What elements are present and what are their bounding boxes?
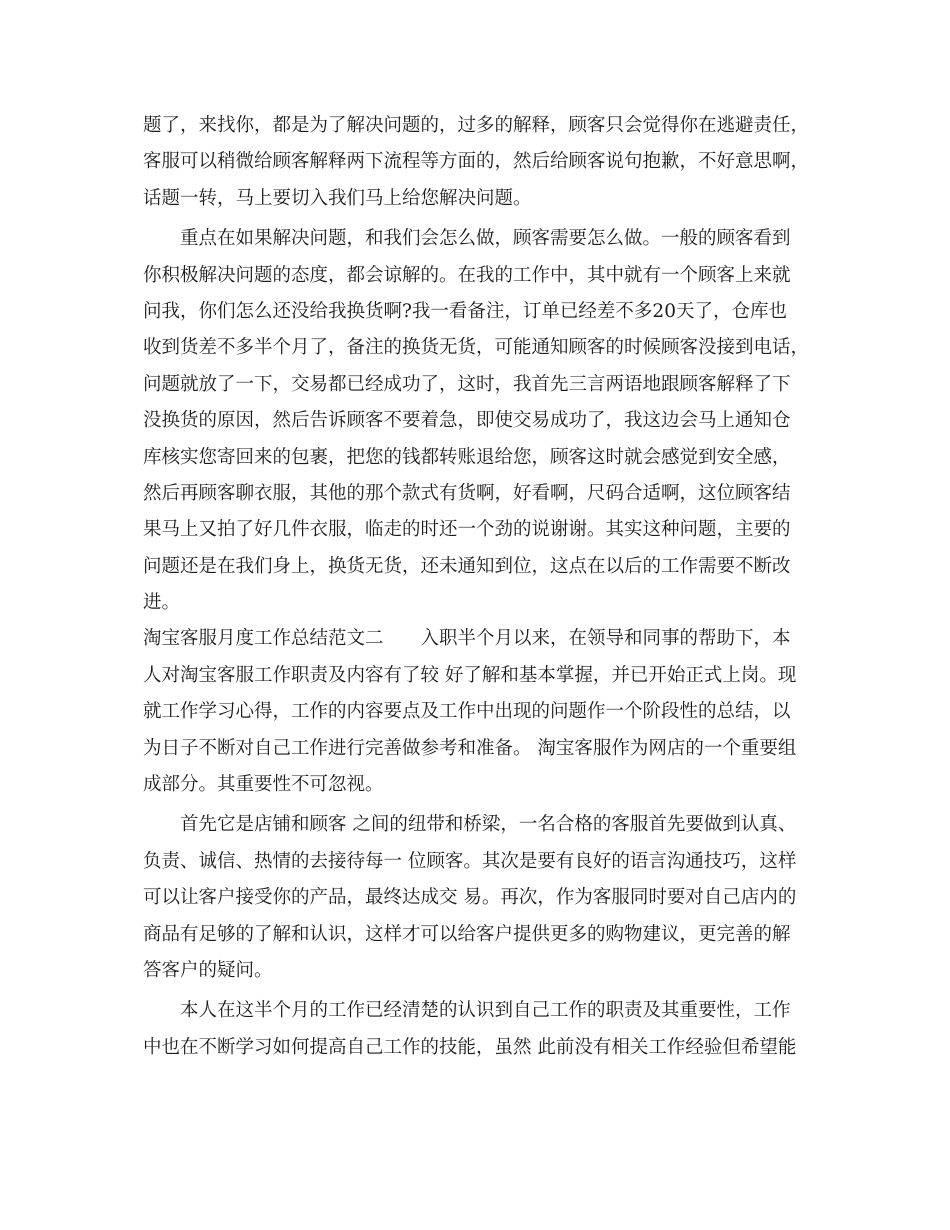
text-line: 可以让客户接受你的产品，最终达成交 易。再次，作为客服同时要对自己店内的 bbox=[143, 887, 797, 909]
text-line: 答客户的疑问。 bbox=[143, 959, 273, 981]
text-line: 收到货差不多半个月了，备注的换货无货，可能通知顾客的时候顾客没接到电话， bbox=[143, 337, 810, 359]
text-line: 为日子不断对自己工作进行完善做参考和准备。 淘宝客服作为网店的一个重要组 bbox=[143, 737, 797, 759]
text-line: 负责、诚信、热情的去接待每一 位顾客。其次是要有良好的语言沟通技巧，这样 bbox=[143, 850, 797, 872]
text-line: 然后再顾客聊衣服，其他的那个款式有货啊，好看啊，尺码合适啊，这位顾客结 bbox=[143, 482, 791, 504]
text-line: 客服可以稍微给顾客解释两下流程等方面的，然后给顾客说句抱歉，不好意思啊， bbox=[143, 151, 810, 173]
paragraph-3 bbox=[143, 807, 807, 989]
text-line: 人对淘宝客服工作职责及内容有了较 好了解和基本掌握，并已开始正式上岗。现 bbox=[143, 664, 797, 686]
text-line: 没换货的原因，然后告诉顾客不要着急，即使交易成功了，我这边会马上通知仓 bbox=[143, 410, 791, 432]
text-line: 重点在如果解决问题，和我们会怎么做，顾客需要怎么做。一般的顾客看到 bbox=[143, 228, 791, 250]
section-heading-line: 淘宝客服月度工作总结范文二 入职半个月以来，在领导和同事的帮助下，本 bbox=[143, 628, 791, 650]
text-line: 成部分。其重要性不可忽视。 bbox=[143, 774, 384, 796]
text-line: 果马上又拍了好几件衣服，临走的时还一个劲的说谢谢。其实这种问题，主要的 bbox=[143, 519, 791, 541]
text-line: 就工作学习心得，工作的内容要点及工作中出现的问题作一个阶段性的总结，以 bbox=[143, 701, 791, 723]
paragraph-2 bbox=[143, 221, 810, 803]
paragraph-4 bbox=[143, 993, 807, 1066]
text-line: 库核实您寄回来的包裹，把您的钱都转账退给您，顾客这时就会感觉到安全感， bbox=[143, 446, 791, 468]
text-line: 本人在这半个月的工作已经清楚的认识到自己工作的职责及其重要性，工作 bbox=[143, 1000, 791, 1022]
text-line: 问题还是在我们身上，换货无货，还未通知到位，这点在以后的工作需要不断改 bbox=[143, 555, 791, 577]
text-line: 中也在不断学习如何提高自己工作的技能，虽然 此前没有相关工作经验但希望能 bbox=[143, 1036, 797, 1058]
text-line: 话题一转，马上要切入我们马上给您解决问题。 bbox=[143, 187, 532, 209]
text-line: 问我，你们怎么还没给我换货啊?我一看备注，订单已经差不多20天了，仓库也 bbox=[143, 300, 787, 322]
text-line: 你积极解决问题的态度，都会谅解的。在我的工作中，其中就有一个顾客上来就 bbox=[143, 264, 791, 286]
text-line: 首先它是店铺和顾客 之间的纽带和桥梁，一名合格的客服首先要做到认真、 bbox=[143, 814, 797, 836]
text-line: 商品有足够的了解和认识，这样才可以给客户提供更多的购物建议，更完善的解 bbox=[143, 923, 791, 945]
paragraph-1 bbox=[143, 108, 810, 217]
document-body bbox=[143, 108, 810, 1066]
text-line: 题了，来找你，都是为了解决问题的，过多的解释，顾客只会觉得你在逃避责任， bbox=[143, 115, 810, 136]
text-line: 问题就放了一下，交易都已经成功了，这时，我首先三言两语地跟顾客解释了下 bbox=[143, 373, 791, 395]
text-line: 进。 bbox=[143, 592, 181, 614]
